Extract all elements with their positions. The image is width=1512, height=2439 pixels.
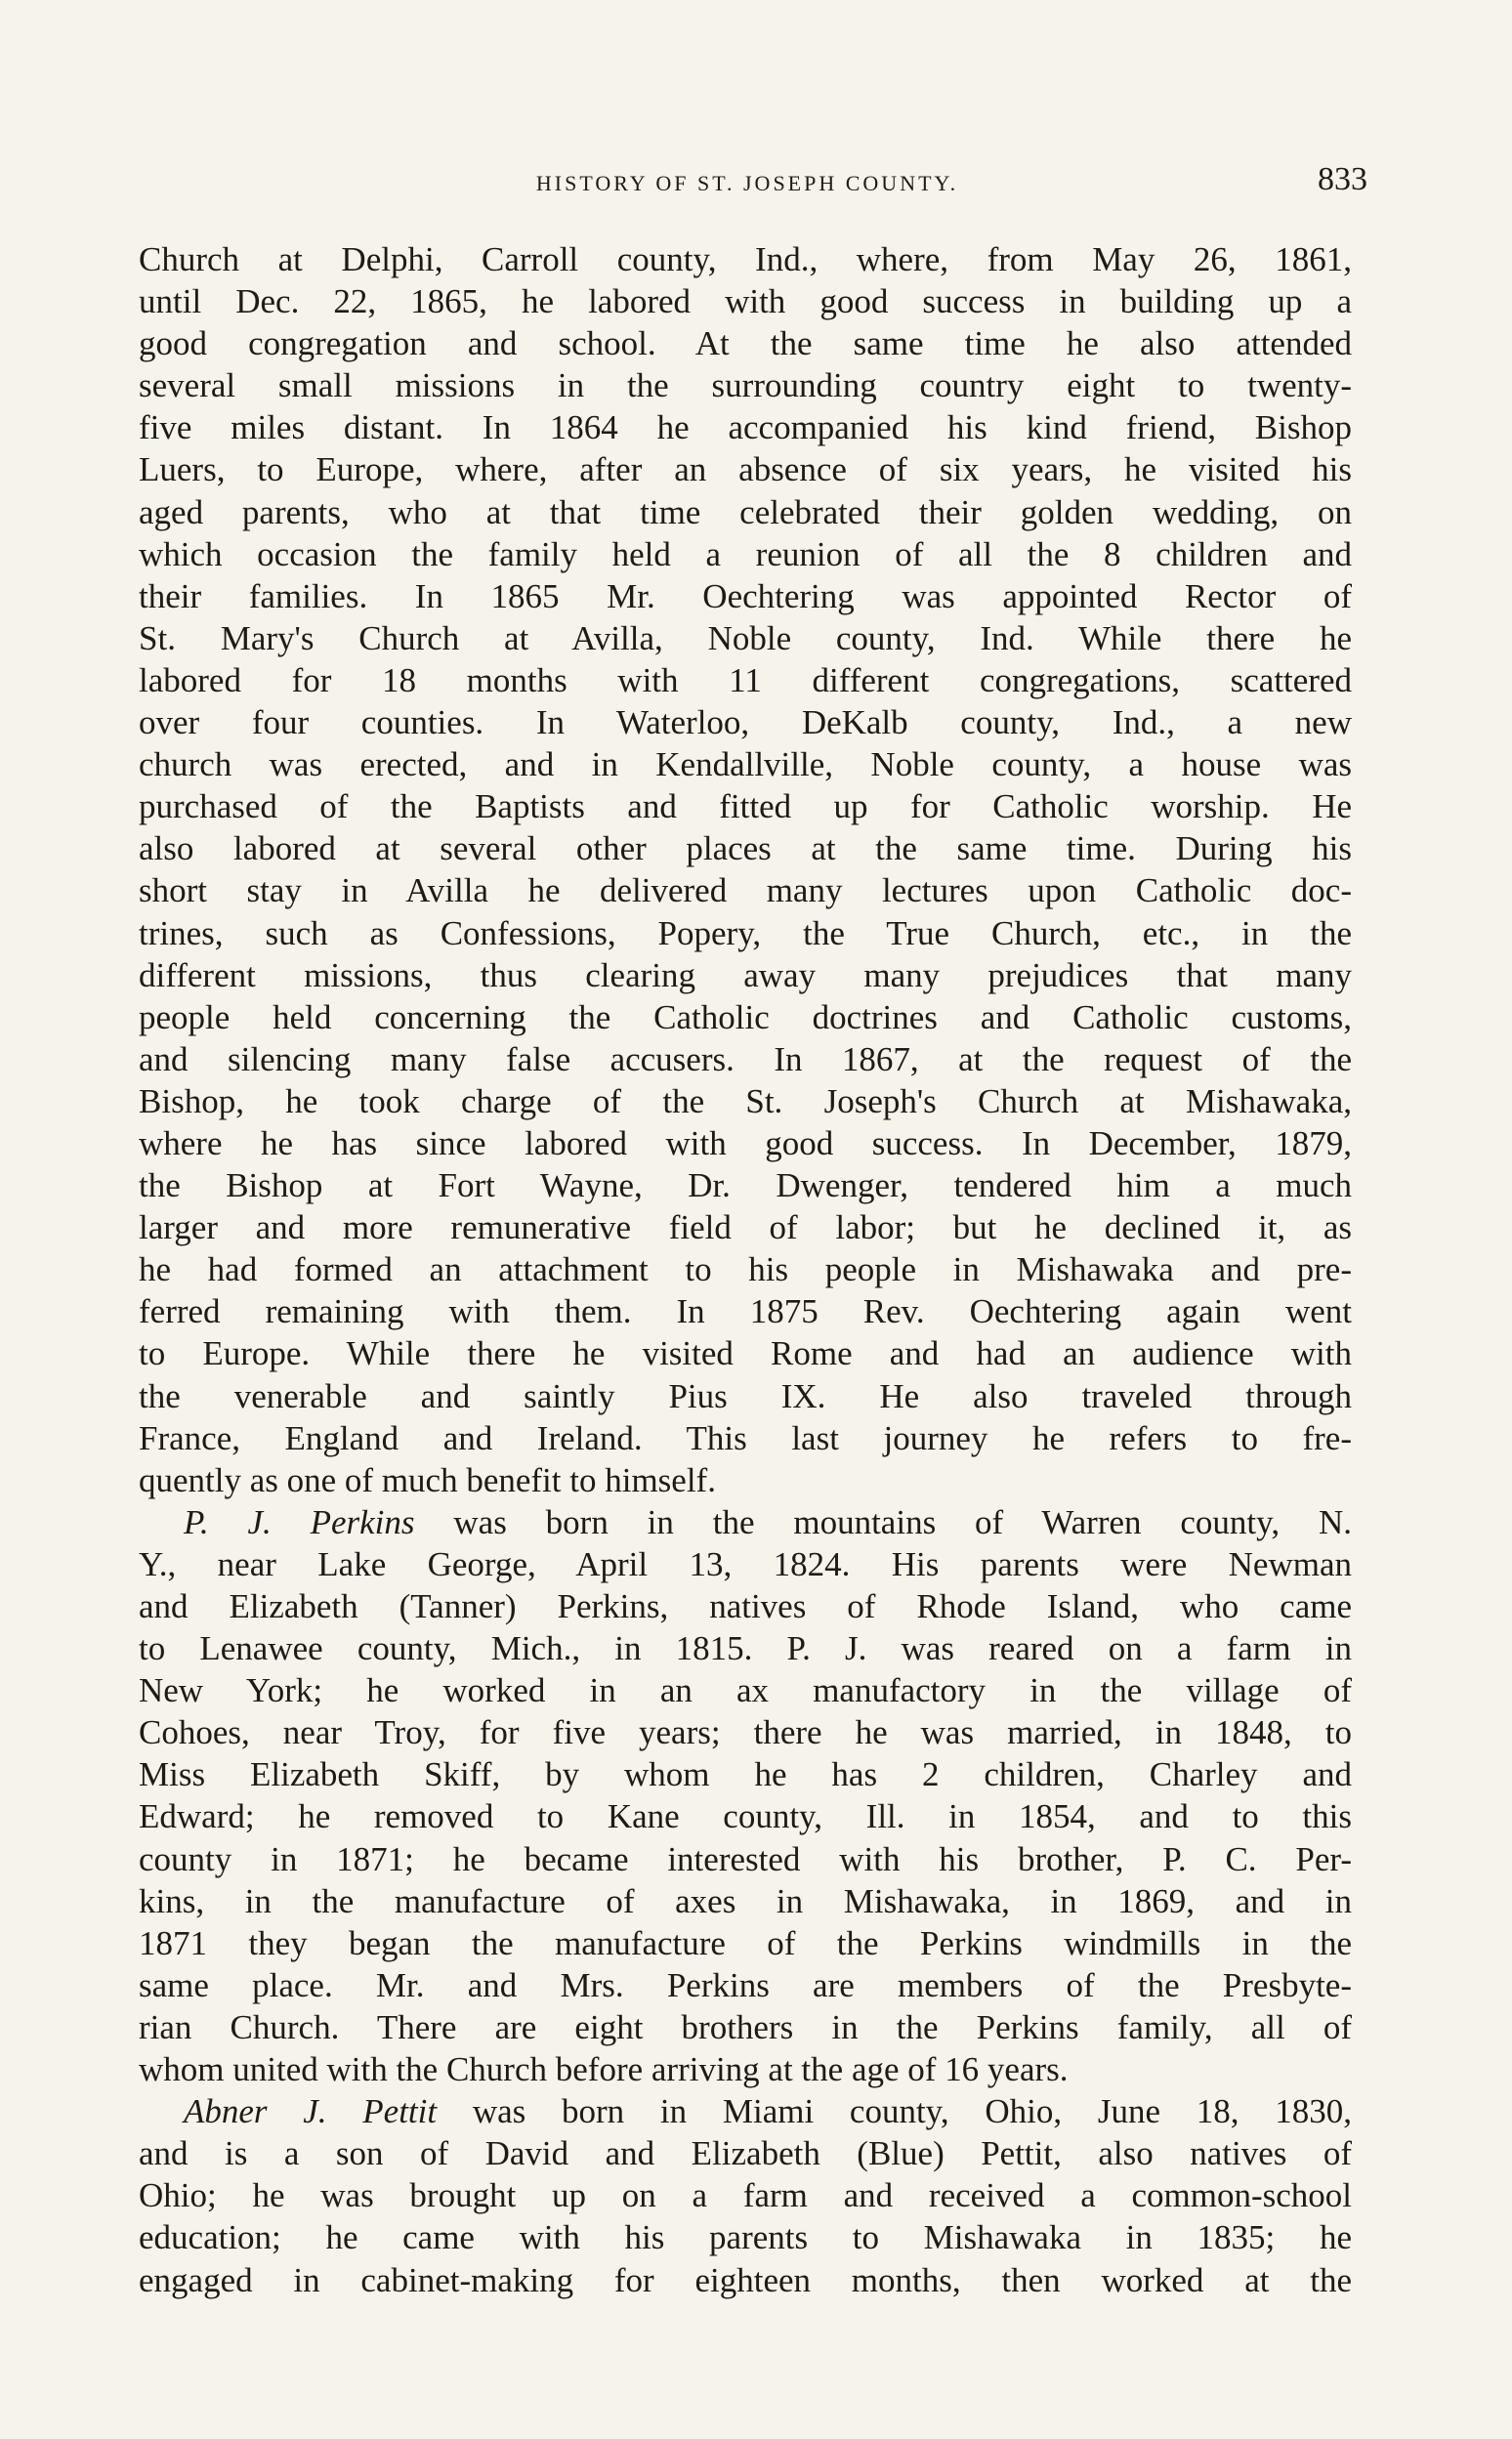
text-line: engaged in cabinet-making for eighteen months, then worked at the	[139, 2260, 1352, 2299]
text-line: education; he came with his parents to Mishawaka in 1835; he	[139, 2218, 1352, 2257]
text-line: rian Church. There are eight brothers in the Perkins family, all of	[139, 2007, 1352, 2046]
text-line: church was erected, and in Kendallville, Noble county, a house was	[139, 745, 1352, 784]
text-line: trines, such as Confessions, Popery, the True Church, etc., in the	[139, 913, 1352, 952]
text-line: and Elizabeth (Tanner) Perkins, natives of Rhode Island, who came	[139, 1587, 1352, 1625]
paragraph-start-perkins	[139, 1501, 1352, 1543]
text-line: Church at Delphi, Carroll county, Ind., where, from May 26, 1861,	[139, 240, 1352, 278]
body-text	[139, 238, 1352, 2301]
text-line: ferred remaining with them. In 1875 Rev. Oechtering again went	[139, 1292, 1352, 1331]
text-line: the Bishop at Fort Wayne, Dr. Dwenger, tendered him a much	[139, 1166, 1352, 1205]
text-line: over four counties. In Waterloo, DeKalb county, Ind., a new	[139, 703, 1352, 742]
text-line: Ohio; he was brought up on a farm and received a common-school	[139, 2176, 1352, 2215]
text-line: 1871 they began the manufacture of the Perkins windmills in the	[139, 1923, 1352, 1962]
running-head	[137, 161, 1367, 200]
text-line: Luers, to Europe, where, after an absence of six years, he visited his	[139, 450, 1352, 489]
text-line: the venerable and saintly Pius IX. He also traveled through	[139, 1376, 1352, 1415]
text-line: five miles distant. In 1864 he accompanied his kind friend, Bishop	[139, 408, 1352, 447]
text-line: which occasion the family held a reunion of all the 8 children and	[139, 534, 1352, 573]
text-line: people held concerning the Catholic doctrines and Catholic customs,	[139, 997, 1352, 1036]
text-line: also labored at several other places at the same time. During his	[139, 829, 1352, 868]
person-name-perkins: P. J. Perkins	[184, 1502, 415, 1541]
person-name-pettit: Abner J. Pettit	[184, 2092, 438, 2131]
text-line: whom united with the Church before arriving at the age of 16 years.	[139, 2050, 1069, 2089]
text-line: New York; he worked in an ax manufactory in the village of	[139, 1671, 1352, 1710]
text-line: he had formed an attachment to his people in Mishawaka and pre-	[139, 1250, 1352, 1289]
text-line: different missions, thus clearing away many prejudices that many	[139, 955, 1352, 994]
text-line: labored for 18 months with 11 different congregations, scattered	[139, 660, 1352, 699]
page-number: 833	[1318, 161, 1367, 197]
text-line: and silencing many false accusers. In 1867, at the request of the	[139, 1039, 1352, 1078]
text-line: Bishop, he took charge of the St. Joseph's Church at Mishawaka,	[139, 1081, 1352, 1120]
text-line: good congregation and school. At the same time he also attended	[139, 324, 1352, 363]
text-line: several small missions in the surrounding country eight to twenty-	[139, 366, 1352, 405]
text-line: France, England and Ireland. This last journey he refers to fre-	[139, 1418, 1352, 1457]
text-line-rest: was born in the mountains of Warren county, N.	[414, 1502, 1352, 1541]
text-line: where he has since labored with good success. In December, 1879,	[139, 1123, 1352, 1162]
text-line: Y., near Lake George, April 13, 1824. His parents were Newman	[139, 1544, 1352, 1583]
text-line: Edward; he removed to Kane county, Ill. in 1854, and to this	[139, 1797, 1352, 1836]
text-line: Miss Elizabeth Skiff, by whom he has 2 children, Charley and	[139, 1755, 1352, 1794]
text-line: Cohoes, near Troy, for five years; there he was married, in 1848, to	[139, 1713, 1352, 1752]
text-line: to Europe. While there he visited Rome and had an audience with	[139, 1334, 1352, 1373]
paragraph-start-pettit	[139, 2090, 1352, 2132]
text-line: St. Mary's Church at Avilla, Noble county, Ind. While there he	[139, 618, 1352, 657]
running-title: HISTORY OF ST. JOSEPH COUNTY.	[535, 171, 959, 195]
text-line: until Dec. 22, 1865, he labored with good success in building up a	[139, 282, 1352, 321]
text-line: larger and more remunerative field of labor; but he declined it, as	[139, 1208, 1352, 1247]
text-line: kins, in the manufacture of axes in Mishawaka, in 1869, and in	[139, 1881, 1352, 1920]
text-line-rest: was born in Miami county, Ohio, June 18, 1830,	[437, 2092, 1352, 2131]
text-line: purchased of the Baptists and fitted up for Catholic worship. He	[139, 787, 1352, 826]
text-line: to Lenawee county, Mich., in 1815. P. J. was reared on a farm in	[139, 1629, 1352, 1668]
text-line: and is a son of David and Elizabeth (Blue) Pettit, also natives of	[139, 2134, 1352, 2173]
text-line: county in 1871; he became interested with his brother, P. C. Per-	[139, 1839, 1352, 1878]
text-line: aged parents, who at that time celebrated their golden wedding, on	[139, 492, 1352, 531]
text-line: short stay in Avilla he delivered many lectures upon Catholic doc-	[139, 871, 1352, 910]
text-line: their families. In 1865 Mr. Oechtering was appointed Rector of	[139, 576, 1352, 615]
text-line: quently as one of much benefit to himself.	[139, 1460, 716, 1499]
text-line: same place. Mr. and Mrs. Perkins are members of the Presbyte-	[139, 1965, 1352, 2004]
